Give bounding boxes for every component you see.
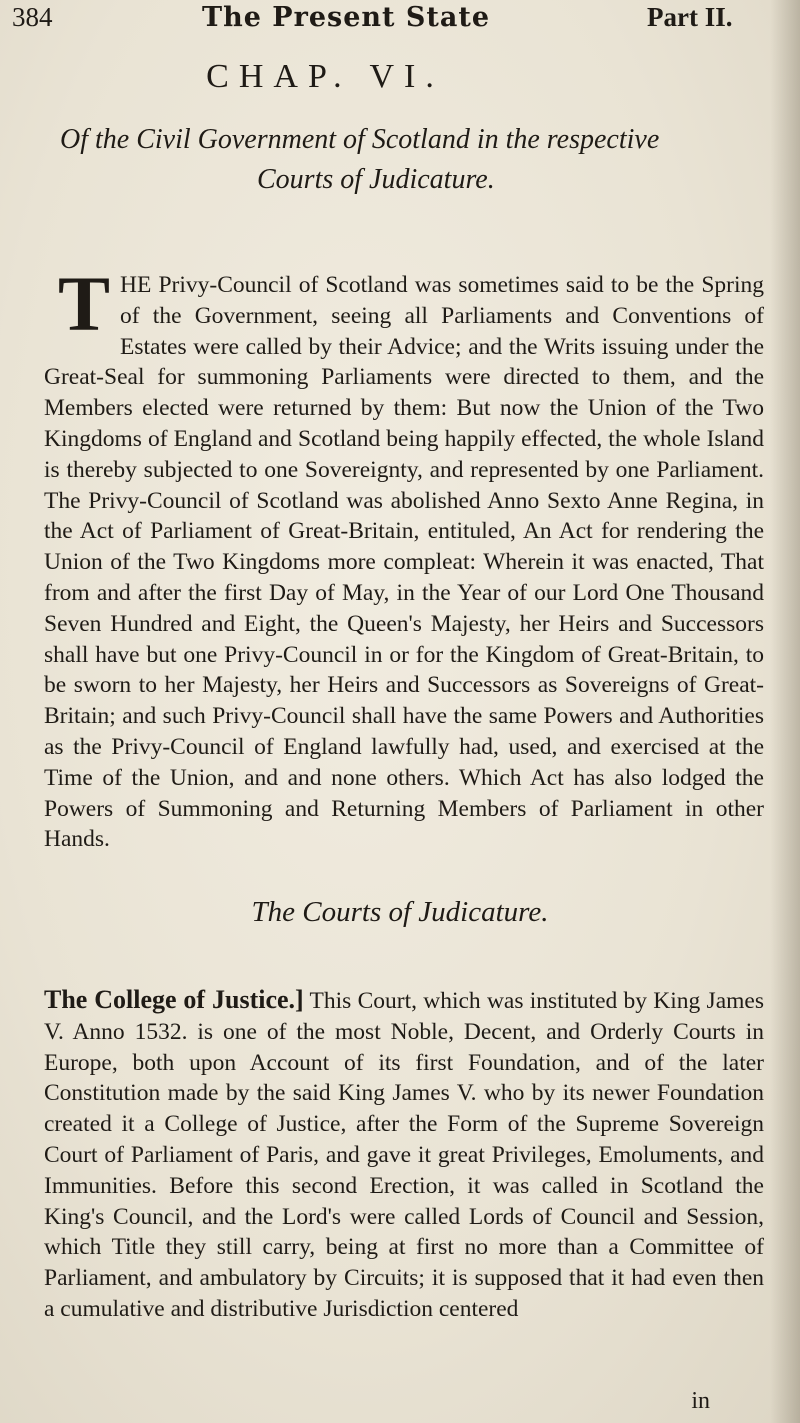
catchword: in xyxy=(691,1388,710,1414)
college-text: This Court, which was instituted by King James V. Anno 1532. is one of the most Noble, Decent, and Orderly Courts in Europe, both upon Account of its first Foundation, and of the later Constitution made by the said King James V. who by its newer Foundation created it a College of Justice, after the Form of the Supreme Sovereign Court of Parliament of Paris, and gave it great Privileges, Emoluments, and Immunities. Before this second Erection, it was called in Scotland the King's Council, and the Lord's were called Lords of Council and Session, which Title they still carry, being at first no more than a Committee of Parliament, and ambulatory by Circuits; it is supposed that it had even then a cumulative and distributive Jurisdiction centered xyxy=(44,988,764,1322)
intro-text: HE Privy-Council of Scotland was sometimes said to be the Spring of the Government, seeing all Parliaments and Conventions of Estates were called by their Advice; and the Writs issuing under the Great-Seal for summoning Parliaments were directed to them, and the Members elected were returned by them: But now the Union of the Two Kingdoms of England and Scotland being happily effected, the whole Island is thereby subjected to one Sovereignty, and represented by one Parliament. The Privy-Council of Scotland was abolished Anno Sexto Anne Regina, in the Act of Parliament of Great-Britain, entituled, An Act for rendering the Union of the Two Kingdoms more compleat: Wherein it was enacted, That from and after the first Day of May, in the Year of our Lord One Thousand Seven Hundred and Eight, the Queen's Majesty, her Heirs and Successors shall have but one Privy-Council in or for the Kingdom of Great-Britain, to be sworn to her Majesty, her Heirs and Successors as Sovereigns of Great-Britain; and such Privy-Council shall have the same Powers and Authorities as the Privy-Council of England lawfully had, used, and exercised at the Time of the Union, and and none others. Which Act has also lodged the Powers of Summoning and Returning Members of Parliament in other Hands. xyxy=(44,272,764,853)
chapter-subtitle xyxy=(60,120,770,200)
running-header xyxy=(12,2,782,38)
chapter-number: CHAP. VI. xyxy=(206,58,444,95)
subtitle-line-1: Of the Civil Government of Scotland in the respective xyxy=(60,124,660,155)
drop-cap: T xyxy=(58,260,111,347)
section-heading: The Courts of Judicature. xyxy=(251,896,549,928)
college-paragraph xyxy=(44,985,764,1325)
subtitle-line-2: Courts of Judicature. xyxy=(257,164,495,195)
page-edge-shadow xyxy=(770,0,800,1423)
running-title: The Present State xyxy=(202,2,491,33)
part-label: Part II. xyxy=(647,2,733,32)
page-number: 384 xyxy=(12,2,53,32)
intro-paragraph xyxy=(44,260,764,855)
paragraph-lead: The College of Justice.] xyxy=(44,985,304,1014)
chapter-heading xyxy=(0,58,800,96)
